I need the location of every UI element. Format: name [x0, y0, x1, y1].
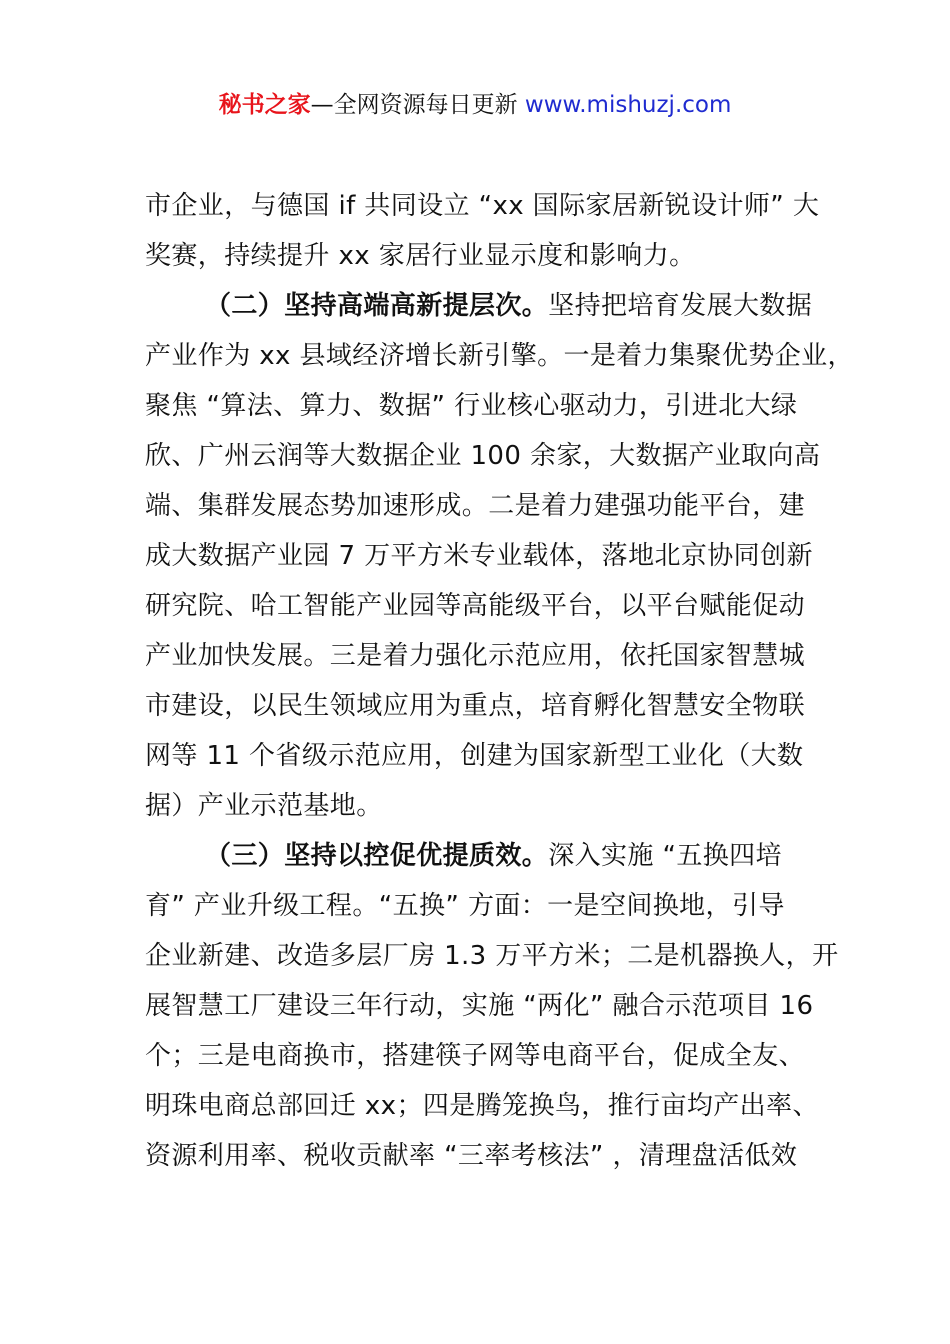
text-line: 明珠电商总部回迁 xx；四是腾笼换鸟，推行亩均产出率、	[145, 1091, 819, 1121]
text-line: 奖赛，持续提升 xx 家居行业显示度和影响力。	[145, 241, 696, 271]
text-line: 企业新建、改造多层厂房 1.3 万平方米；二是机器换人，开	[145, 941, 839, 971]
text-line: 据）产业示范基地。	[145, 791, 383, 821]
text-line: 网等 11 个省级示范应用，创建为国家新型工业化（大数	[145, 741, 804, 771]
text-line: 市建设，以民生领域应用为重点，培育孵化智慧安全物联	[145, 691, 806, 721]
brand-name: 秘书之家	[218, 92, 311, 118]
section-two-first-line	[145, 284, 815, 334]
header-slogan: —全网资源每日更新	[310, 92, 525, 118]
text-line: 展智慧工厂建设三年行动，实施 “两化” 融合示范项目 16	[145, 991, 814, 1021]
text-span: 坚持把培育发展大数据	[548, 291, 813, 321]
text-line: 聚焦 “算法、算力、数据” 行业核心驱动力，引进北大绿	[145, 391, 798, 421]
text-span: 深入实施 “五换四培	[548, 841, 782, 871]
section-three-heading: （三）坚持以控促优提质效。	[205, 841, 549, 871]
text-line: 端、集群发展态势加速形成。二是着力建强功能平台，建	[145, 491, 806, 521]
section-three-first-line	[145, 834, 815, 884]
text-line: 资源利用率、税收贡献率 “三率考核法” ，清理盘活低效	[145, 1141, 798, 1171]
text-line: 研究院、哈工智能产业园等高能级平台，以平台赋能促动	[145, 591, 806, 621]
text-line: 个；三是电商换市，搭建筷子网等电商平台，促成全友、	[145, 1041, 806, 1071]
text-line: 市企业，与德国 if 共同设立 “xx 国际家居新锐设计师” 大	[145, 191, 820, 221]
text-line: 产业加快发展。三是着力强化示范应用，依托国家智慧城	[145, 641, 806, 671]
text-line: 产业作为 xx 县域经济增长新引擎。一是着力集聚优势企业，	[145, 341, 854, 371]
section-two-heading: （二）坚持高端高新提层次。	[205, 291, 549, 321]
text-line: 成大数据产业园 7 万平方米专业载体，落地北京协同创新	[145, 541, 813, 571]
text-line: 育” 产业升级工程。“五换” 方面：一是空间换地，引导	[145, 891, 785, 921]
site-url[interactable]: www.mishuzj.com	[524, 92, 732, 118]
text-line: 欣、广州云润等大数据企业 100 余家，大数据产业取向高	[145, 441, 821, 471]
site-header	[0, 88, 950, 122]
document-body	[145, 184, 854, 1184]
